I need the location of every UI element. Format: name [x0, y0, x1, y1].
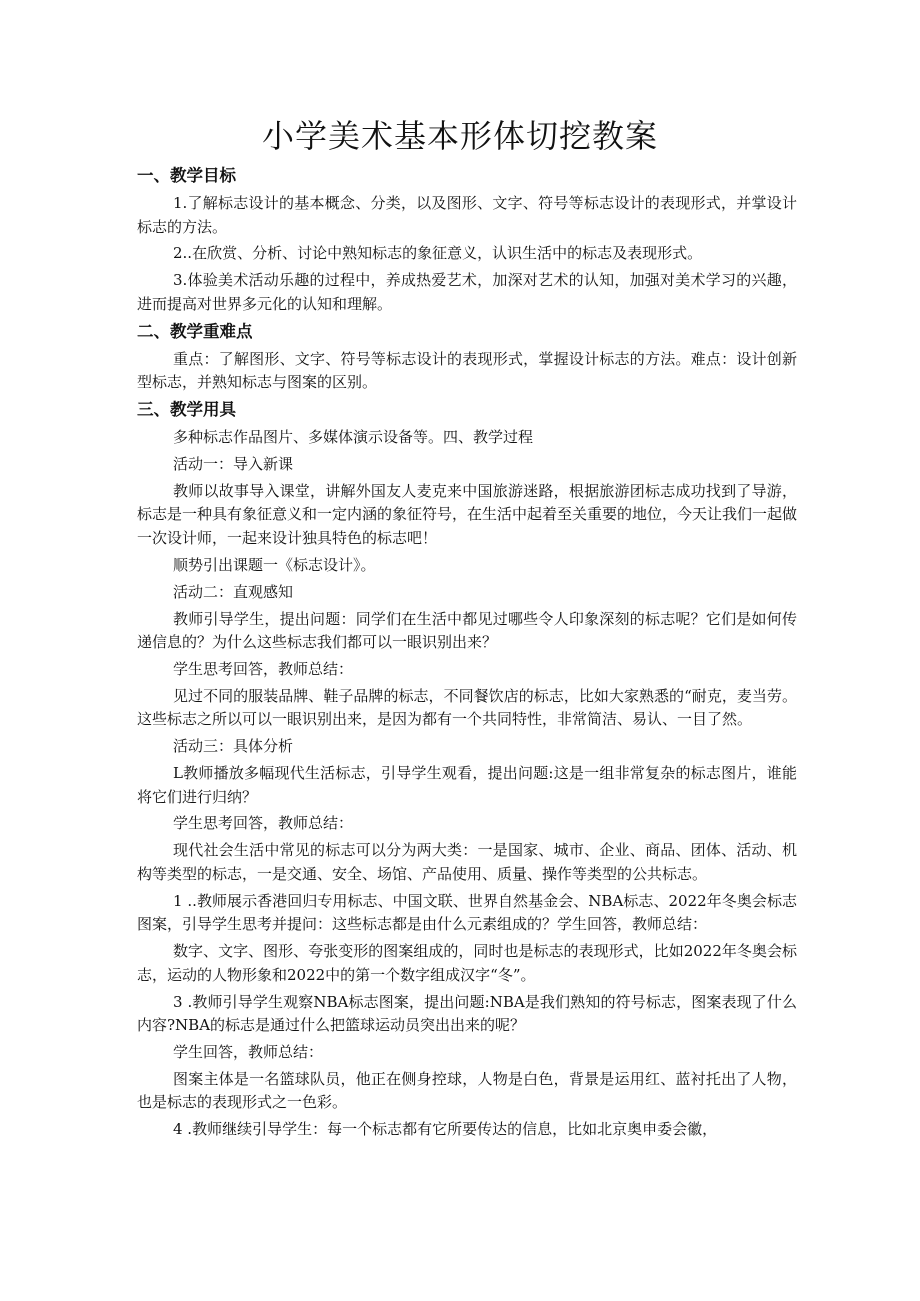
paragraph: 1.了解标志设计的基本概念、分类，以及图形、文字、符号等标志设计的表现形式，并掌设计标志的方法。	[137, 194, 797, 236]
paragraph: 教师以故事导入课堂，讲解外国友人麦克来中国旅游迷路，根据旅游团标志成功找到了导游，标志是一种具有象征意义和一定内涵的象征符号，在生活中起着至关重要的地位，今天让我们一起做一次设计师，一起来设计独具特色的标志吧！	[137, 481, 798, 547]
paragraph: 见过不同的服装品牌、鞋子品牌的标志，不同餐饮店的标志，比如大家熟悉的“耐克，麦当劳。这些标志之所以可以一眼识别出来，是因为都有一个共同特性，非常简洁、易认、一目了然。	[137, 686, 797, 729]
paragraph: 重点：了解图形、文字、符号等标志设计的表现形式，掌握设计标志的方法。难点：设计创新型标志，并熟知标志与图案的区别。	[137, 349, 797, 392]
paragraph: 数字、文字、图形、夸张变形的图案组成的，同时也是标志的表现形式，比如2022年冬奥会标志，运动的人物形象和2022中的第一个数字组成汉字“冬”。	[137, 942, 797, 984]
paragraph: 3.体验美术活动乐趣的过程中，养成热爱艺术，加深对艺术的认知，加强对美术学习的兴趣，进而提高对世界多元化的认知和理解。	[137, 271, 797, 313]
paragraph: 2..在欣赏、分析、讨论中熟知标志的象征意义，认识生活中的标志及表现形式。	[173, 244, 703, 263]
section-heading-objectives: 一、教学目标	[137, 166, 236, 185]
paragraph: 学生思考回答，教师总结：	[173, 814, 354, 833]
paragraph: 活动三：具体分析	[173, 737, 294, 756]
section-heading-materials: 三、教学用具	[137, 400, 236, 420]
paragraph: 多种标志作品图片、多媒体演示设备等。四、教学过程	[173, 428, 534, 447]
paragraph: 3 .教师引导学生观察NBA标志图案，提出问题:NBA是我们熟知的符号标志，图案表现了什么内容?NBA的标志是通过什么把篮球运动员突出出来的呢？	[137, 992, 797, 1035]
paragraph: 图案主体是一名篮球队员，他正在侧身控球，人物是白色，背景是运用红、蓝衬托出了人物，也是标志的表现形式之一色彩。	[137, 1069, 797, 1112]
section-heading-key-points: 二、教学重难点	[137, 321, 253, 341]
page-title: 小学美术基本形体切挖教案	[261, 117, 658, 155]
paragraph: 活动一：导入新课	[173, 454, 294, 473]
paragraph: 4 .教师继续引导学生：每一个标志都有它所要传达的信息，比如北京奥申委会徽，	[173, 1120, 718, 1139]
paragraph: 教师引导学生，提出问题：同学们在生活中都见过哪些令人印象深刻的标志呢？它们是如何传递信息的？为什么这些标志我们都可以一眼识别出来？	[137, 609, 797, 652]
paragraph: 学生思考回答，教师总结：	[173, 659, 354, 678]
paragraph: 活动二：直观感知	[173, 582, 294, 601]
paragraph: L教师播放多幅现代生活标志，引导学生观看，提出问题:这是一组非常复杂的标志图片，谁能将它们进行归纳？	[137, 764, 797, 806]
paragraph: 现代社会生活中常见的标志可以分为两大类：一是国家、城市、企业、商品、团体、活动、机构等类型的标志，一是交通、安全、场馆、产品使用、质量、操作等类型的公共标志。	[137, 841, 797, 883]
paragraph: 学生回答，教师总结：	[173, 1042, 324, 1061]
paragraph: 1 ..教师展示香港回归专用标志、中国文联、世界自然基金会、NBA标志、2022年冬奥会标志图案，引导学生思考并提问：这些标志都是由什么元素组成的？学生回答，教师总结：	[137, 891, 797, 934]
paragraph: 顺势引出课题一《标志设计》。	[173, 555, 376, 574]
document-body	[137, 162, 797, 1145]
